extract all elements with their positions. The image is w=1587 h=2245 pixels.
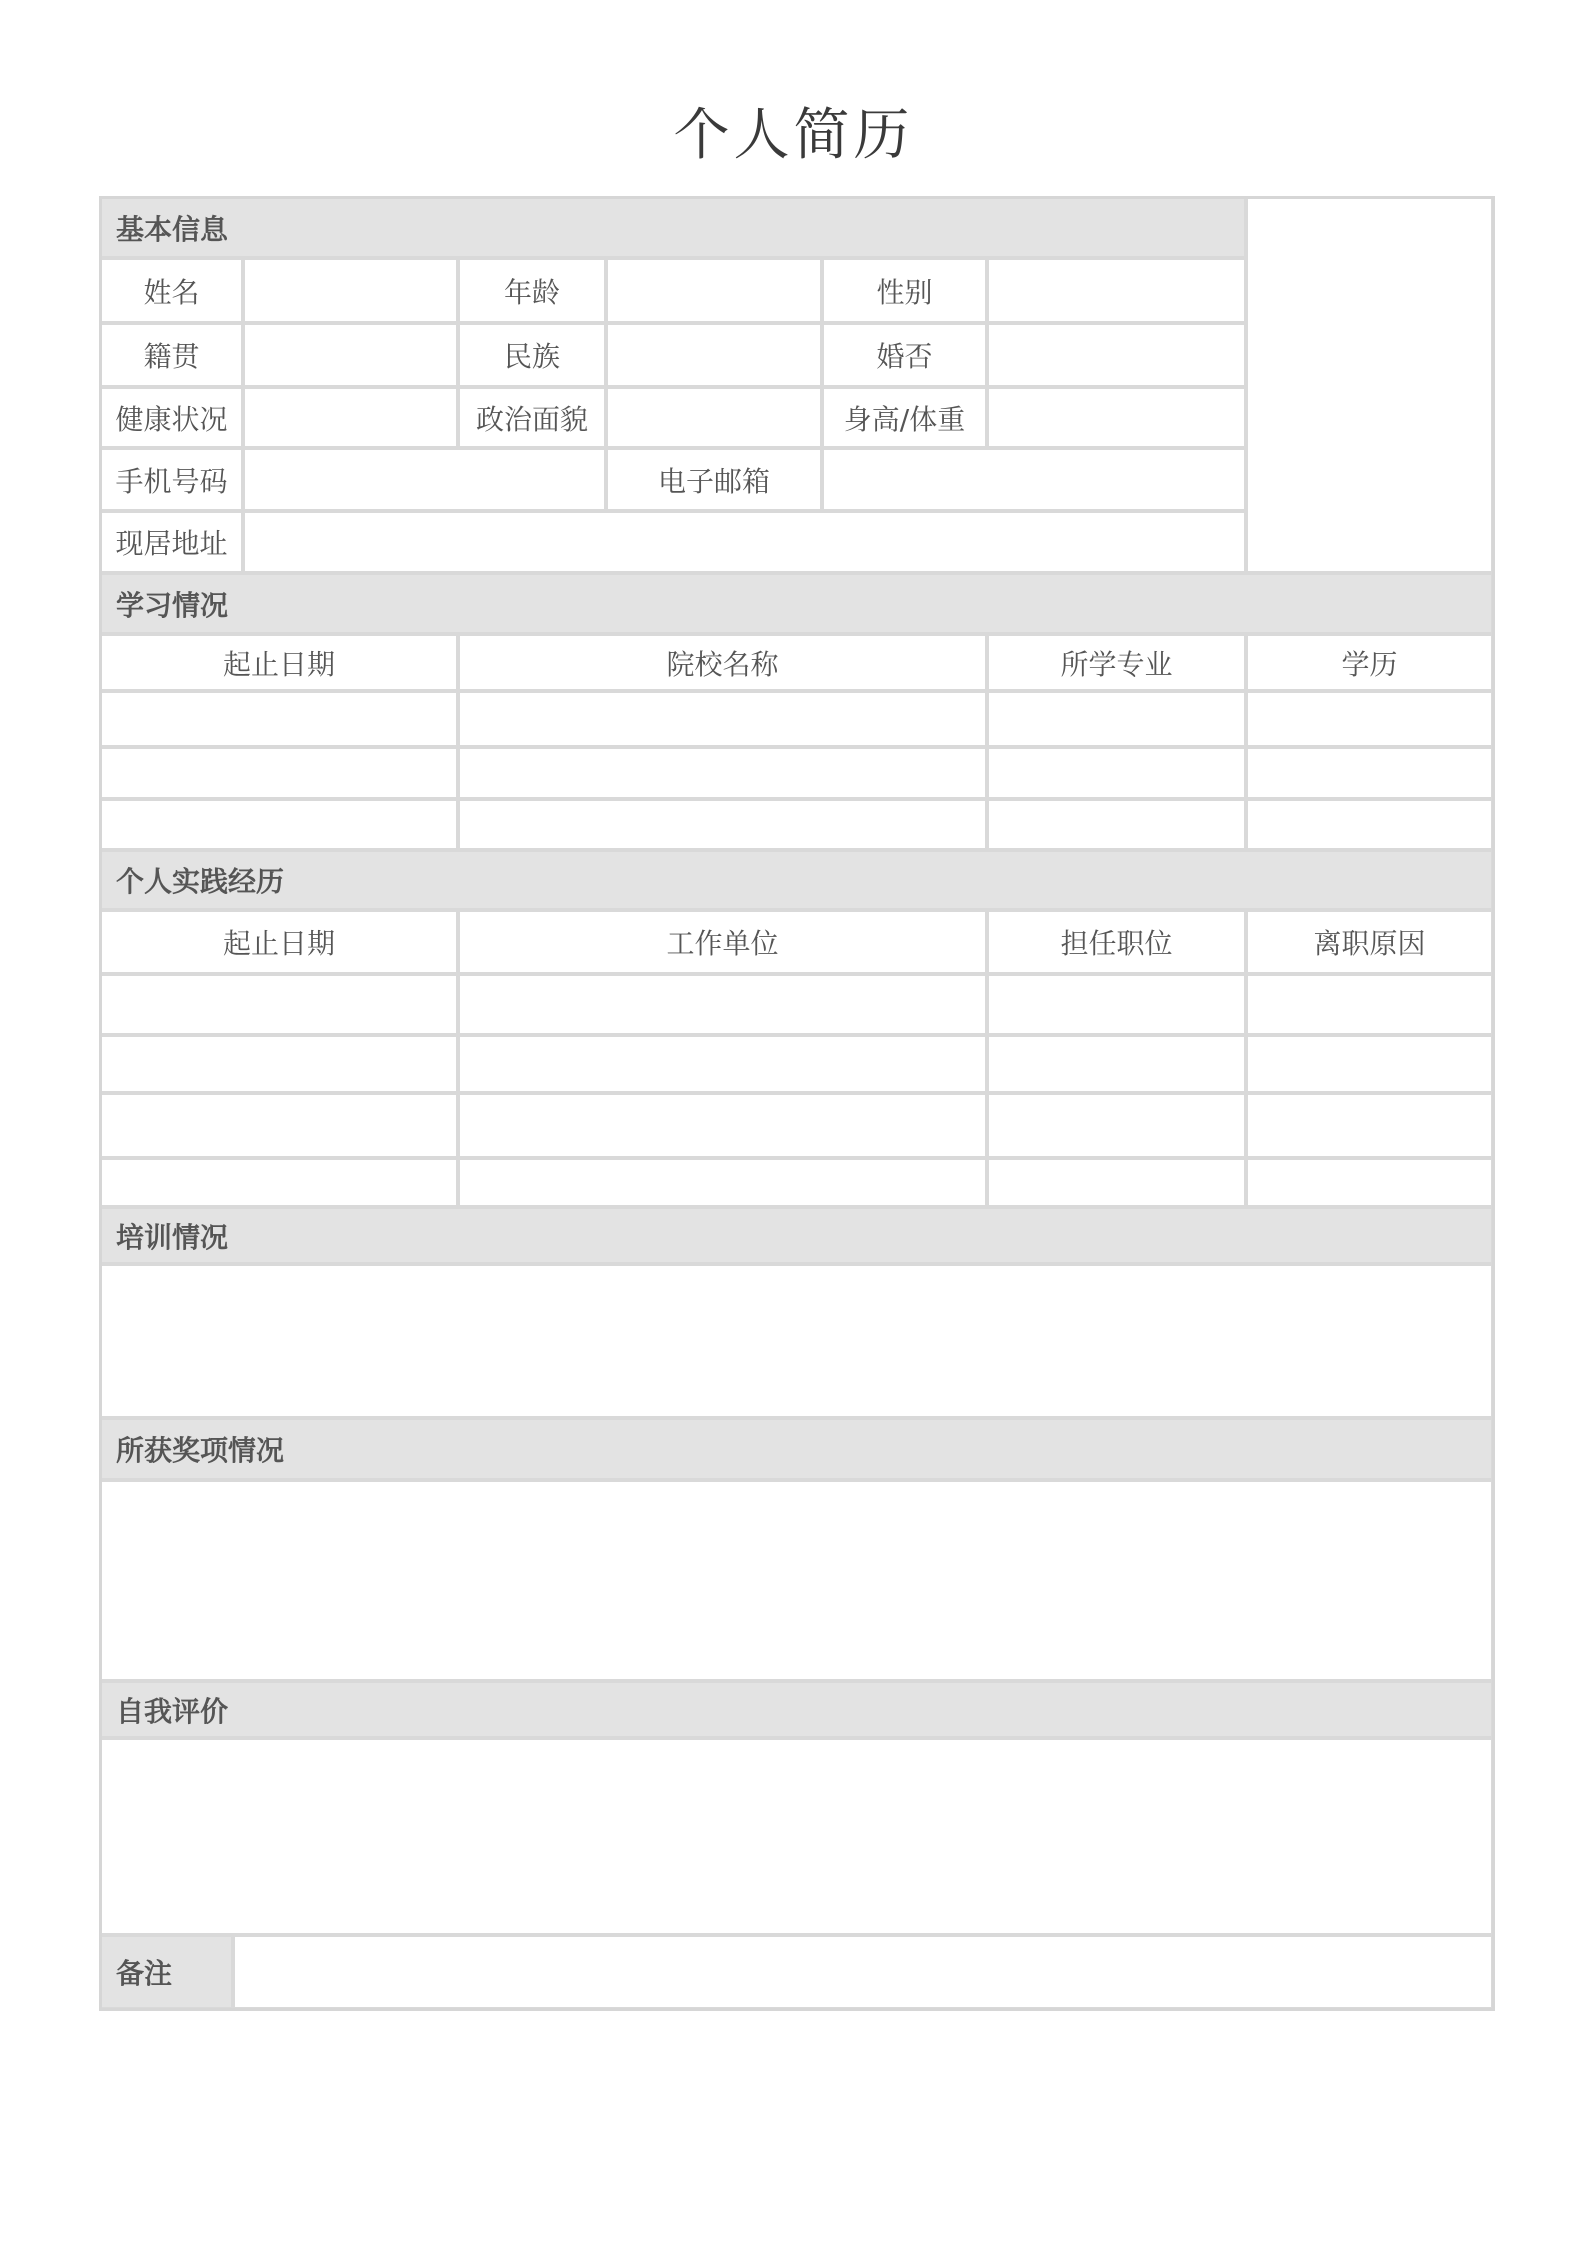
exp-row-4-dates[interactable] bbox=[100, 1158, 458, 1207]
edu-row-3-major[interactable] bbox=[987, 799, 1246, 850]
field-health[interactable] bbox=[243, 387, 458, 448]
edu-row-1-major[interactable] bbox=[987, 691, 1246, 747]
edu-row-2-school[interactable] bbox=[458, 747, 987, 799]
exp-row-1-position[interactable] bbox=[987, 974, 1246, 1035]
self-evaluation-content[interactable] bbox=[100, 1738, 1493, 1935]
exp-col-employer: 工作单位 bbox=[458, 910, 987, 974]
exp-row-4-position[interactable] bbox=[987, 1158, 1246, 1207]
page-title: 个人简历 bbox=[673, 103, 914, 168]
section-header-training: 培训情况 bbox=[100, 1207, 1493, 1264]
exp-row-3-employer[interactable] bbox=[458, 1093, 987, 1158]
label-gender: 性别 bbox=[822, 258, 987, 323]
edu-col-degree: 学历 bbox=[1246, 634, 1493, 691]
exp-col-leave-reason: 离职原因 bbox=[1246, 910, 1493, 974]
exp-row-2-leave-reason[interactable] bbox=[1246, 1035, 1493, 1093]
exp-col-dates: 起止日期 bbox=[100, 910, 458, 974]
field-name[interactable] bbox=[243, 258, 458, 323]
edu-row-3-school[interactable] bbox=[458, 799, 987, 850]
section-header-education: 学习情况 bbox=[100, 573, 1493, 634]
awards-content[interactable] bbox=[100, 1480, 1493, 1681]
label-native-place: 籍贯 bbox=[100, 323, 243, 387]
section-header-basic-info: 基本信息 bbox=[100, 197, 1246, 258]
exp-row-2-position[interactable] bbox=[987, 1035, 1246, 1093]
field-height-weight[interactable] bbox=[987, 387, 1246, 448]
label-name: 姓名 bbox=[100, 258, 243, 323]
section-header-experience: 个人实践经历 bbox=[100, 850, 1493, 910]
photo-area[interactable] bbox=[1246, 197, 1493, 573]
exp-row-2-employer[interactable] bbox=[458, 1035, 987, 1093]
edu-col-major: 所学专业 bbox=[987, 634, 1246, 691]
exp-row-1-leave-reason[interactable] bbox=[1246, 974, 1493, 1035]
label-health: 健康状况 bbox=[100, 387, 243, 448]
edu-row-1-dates[interactable] bbox=[100, 691, 458, 747]
training-content[interactable] bbox=[100, 1264, 1493, 1418]
exp-row-3-position[interactable] bbox=[987, 1093, 1246, 1158]
edu-row-3-degree[interactable] bbox=[1246, 799, 1493, 850]
edu-col-dates: 起止日期 bbox=[100, 634, 458, 691]
edu-row-2-degree[interactable] bbox=[1246, 747, 1493, 799]
field-age[interactable] bbox=[606, 258, 822, 323]
exp-col-position: 担任职位 bbox=[987, 910, 1246, 974]
section-header-self-evaluation: 自我评价 bbox=[100, 1681, 1493, 1738]
label-email: 电子邮箱 bbox=[606, 448, 822, 511]
field-address[interactable] bbox=[243, 511, 1246, 573]
label-marital-status: 婚否 bbox=[822, 323, 987, 387]
edu-row-1-school[interactable] bbox=[458, 691, 987, 747]
label-address: 现居地址 bbox=[100, 511, 243, 573]
label-ethnicity: 民族 bbox=[458, 323, 606, 387]
exp-row-3-dates[interactable] bbox=[100, 1093, 458, 1158]
field-email[interactable] bbox=[822, 448, 1246, 511]
field-gender[interactable] bbox=[987, 258, 1246, 323]
label-height-weight: 身高/体重 bbox=[822, 387, 987, 448]
edu-row-1-degree[interactable] bbox=[1246, 691, 1493, 747]
section-header-awards: 所获奖项情况 bbox=[100, 1418, 1493, 1480]
exp-row-1-dates[interactable] bbox=[100, 974, 458, 1035]
label-political-status: 政治面貌 bbox=[458, 387, 606, 448]
exp-row-4-leave-reason[interactable] bbox=[1246, 1158, 1493, 1207]
exp-row-1-employer[interactable] bbox=[458, 974, 987, 1035]
exp-row-4-employer[interactable] bbox=[458, 1158, 987, 1207]
remarks-label: 备注 bbox=[100, 1935, 233, 2009]
edu-row-3-dates[interactable] bbox=[100, 799, 458, 850]
field-political-status[interactable] bbox=[606, 387, 822, 448]
field-phone[interactable] bbox=[243, 448, 606, 511]
field-native-place[interactable] bbox=[243, 323, 458, 387]
field-ethnicity[interactable] bbox=[606, 323, 822, 387]
label-phone: 手机号码 bbox=[100, 448, 243, 511]
label-age: 年龄 bbox=[458, 258, 606, 323]
remarks-content[interactable] bbox=[233, 1935, 1493, 2009]
edu-row-2-major[interactable] bbox=[987, 747, 1246, 799]
exp-row-2-dates[interactable] bbox=[100, 1035, 458, 1093]
exp-row-3-leave-reason[interactable] bbox=[1246, 1093, 1493, 1158]
edu-row-2-dates[interactable] bbox=[100, 747, 458, 799]
edu-col-school: 院校名称 bbox=[458, 634, 987, 691]
field-marital-status[interactable] bbox=[987, 323, 1246, 387]
